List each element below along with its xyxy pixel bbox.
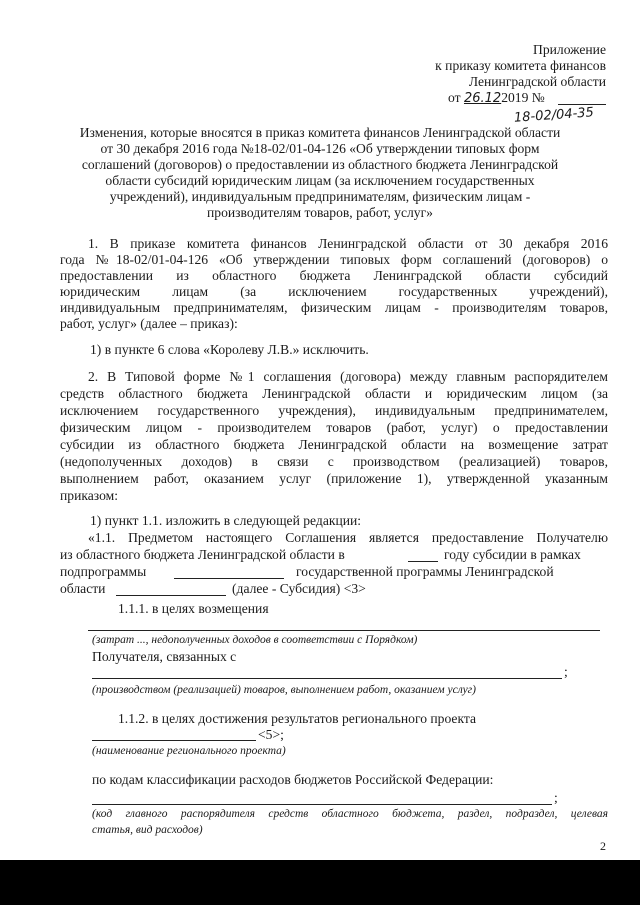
p2-line-6: (недополученных доходов) в связи с производством (реализацией) товаров, (60, 454, 608, 469)
handwritten-order-number: 18-02/04-35 (513, 105, 595, 126)
budget-codes-line: по кодам классификации расходов бюджетов Российской Федерации: (92, 772, 494, 787)
date-prefix: от (448, 90, 461, 105)
title-line-1: Изменения, которые вносятся в приказ комитета финансов Ленинградской области (79, 125, 561, 140)
activity-blank (92, 678, 562, 679)
quote-line-1: «1.1. Предметом настоящего Соглашения является предоставление Получателю (88, 530, 608, 545)
footnote-ref-5: <5>; (258, 727, 284, 742)
quote-line-3a: подпрограммы (60, 564, 147, 579)
note-production: (производством (реализацией) товаров, выполнением работ, оказанием услуг) (92, 684, 476, 696)
quote-line-2a: из областного бюджета Ленинградской области в (60, 547, 345, 562)
p1-line-3: предоставлении из областного бюджета Ленинградской области субсидий (60, 268, 608, 283)
p2-line-2: средств областного бюджета Ленинградской области и юридическим лицом (за (60, 386, 608, 401)
appendix-label: Приложение (533, 42, 606, 57)
quote-line-4a: области (60, 581, 106, 596)
quote-line-3b: государственной программы Ленинградской (296, 564, 554, 579)
title-line-2: от 30 декабря 2016 года №18-02/01-04-126 «Об утверждении типовых форм (100, 141, 540, 156)
p2-line-8: приказом: (60, 488, 118, 503)
title-line-5: учреждений), индивидуальным предпринимателям, физическим лицам - (109, 189, 531, 204)
purpose-blank (88, 630, 600, 631)
p1-line-4: юридическим лицам (за исключением государственных учреждений), (60, 284, 608, 299)
p2-line-4: физическим лицом - производителем товаров (работ, услуг) о предоставлении (60, 420, 608, 435)
p2-line-7: выполнением работ, оказанием услуг (приложение 1), утвержденной указанным (60, 471, 608, 486)
codes-semicolon: ; (554, 790, 558, 805)
p1-line-6: работ, услуг» (далее – приказ): (60, 316, 238, 331)
title-line-6: производителям товаров, работ, услуг» (207, 205, 433, 220)
quote-line-4b: (далее - Субсидия) <3> (232, 581, 366, 596)
codes-blank (92, 804, 552, 805)
note-project: (наименование регионального проекта) (92, 745, 286, 757)
quote-line-2b: году субсидии в рамках (444, 547, 581, 562)
title-line-3: соглашений (договоров) о предоставлении из областного бюджета Ленинградской (81, 157, 559, 172)
order-reference: к приказу комитета финансов (435, 58, 606, 73)
region-name: Ленинградской области (468, 74, 606, 89)
subitem-1-1-1: 1.1.1. в целях возмещения (118, 601, 269, 616)
p2-line-3: исключением государственного учреждения), индивидуальным предпринимателем, (60, 403, 608, 418)
p1-line-1: 1. В приказе комитета финансов Ленинградской области от 30 декабря 2016 (88, 236, 608, 251)
note-costs: (затрат ..., недополученных доходов в соответствии с Порядком) (92, 634, 418, 646)
handwritten-date: 26.12 (463, 91, 502, 106)
p2-line-5: субсидии из областного бюджета Ленинградской области на возмещение затрат (60, 437, 608, 452)
p2-line-1: 2. В Типовой форме №1 соглашения (договора) между главным распорядителем (88, 369, 608, 384)
title-line-4: области субсидий юридическим лицам (за исключением государственных (105, 173, 535, 188)
subprogram-blank (174, 578, 284, 579)
date-year: 2019 № (501, 90, 545, 105)
page-number: 2 (600, 839, 606, 853)
scan-black-border (0, 860, 640, 905)
subitem-1-1-2: 1.1.2. в целях достижения результатов регионального проекта (118, 711, 477, 726)
p2-item-1: 1) пункт 1.1. изложить в следующей редакции: (90, 513, 362, 528)
region-blank (116, 595, 226, 596)
order-number-line (558, 104, 606, 105)
p1-line-2: года №18-02/01-04-126 «Об утверждении типовых форм соглашений (договоров) о (60, 252, 608, 267)
p1-line-5: индивидуальным предпринимателям, физическим лицам - производителям товаров, (60, 300, 608, 315)
recipient-line: Получателя, связанных с (92, 649, 237, 664)
order-date-line (448, 90, 545, 107)
p1-item-1: 1) в пункте 6 слова «Королеву Л.В.» исключить. (90, 342, 369, 357)
activity-semicolon: ; (564, 664, 568, 679)
project-blank (92, 740, 256, 741)
note-codes-line-1: (код главного распорядителя средств областного бюджета, раздел, подраздел, целевая (92, 808, 608, 820)
note-codes-line-2: статья, вид расходов) (92, 824, 203, 836)
year-blank (408, 561, 438, 562)
